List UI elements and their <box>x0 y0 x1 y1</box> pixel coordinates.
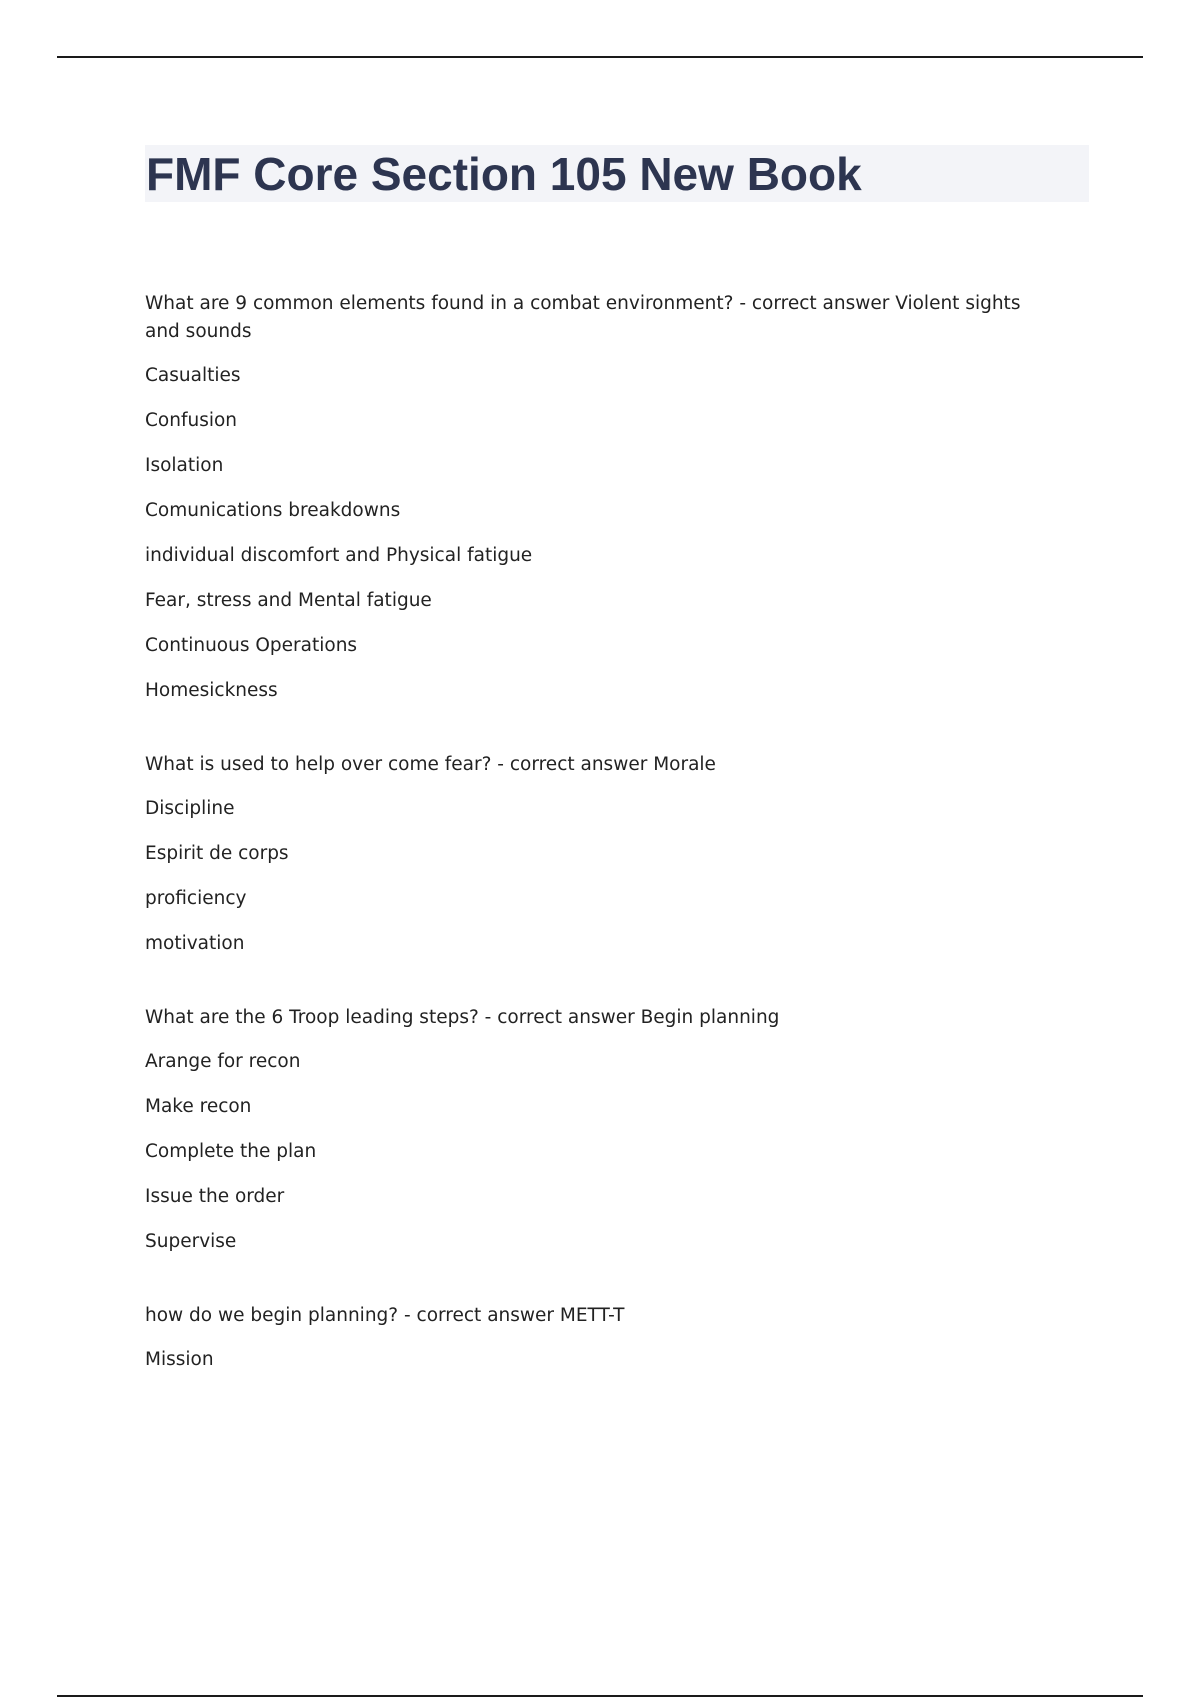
answer-item: Arange for recon <box>145 1051 301 1072</box>
answer-item: Discipline <box>145 798 235 819</box>
answer-item: Mission <box>145 1349 214 1370</box>
question-text: how do we begin planning? - correct answer METT-T <box>145 1305 625 1326</box>
document-title: FMF Core Section 105 New Book <box>146 148 862 200</box>
document-body <box>145 290 1045 1420</box>
question-text: What are the 6 Troop leading steps? - correct answer Begin planning <box>145 1007 780 1028</box>
answer-item: Make recon <box>145 1096 252 1117</box>
qa-block-troop-leading-steps <box>145 1004 1045 1256</box>
answer-item: individual discomfort and Physical fatigue <box>145 545 533 566</box>
answer-item: proficiency <box>145 888 247 909</box>
qa-block-overcome-fear <box>145 751 1045 958</box>
qa-block-begin-planning <box>145 1302 1045 1374</box>
top-rule <box>57 56 1143 58</box>
question-text: What are 9 common elements found in a combat environment? - correct answer Violent sights and sounds <box>145 293 1021 342</box>
answer-item: Continuous Operations <box>145 635 358 656</box>
answer-item: Complete the plan <box>145 1141 317 1162</box>
qa-block-combat-environment <box>145 290 1045 705</box>
answer-item: Isolation <box>145 455 224 476</box>
answer-item: Homesickness <box>145 680 278 701</box>
answer-item: motivation <box>145 933 245 954</box>
answer-item: Confusion <box>145 410 238 431</box>
bottom-rule <box>57 1695 1143 1697</box>
answer-item: Espirit de corps <box>145 843 289 864</box>
answer-item: Comunications breakdowns <box>145 500 401 521</box>
answer-item: Casualties <box>145 365 241 386</box>
question-text: What is used to help over come fear? - correct answer Morale <box>145 754 716 775</box>
answer-item: Issue the order <box>145 1186 285 1207</box>
answer-item: Fear, stress and Mental fatigue <box>145 590 432 611</box>
answer-item: Supervise <box>145 1231 237 1252</box>
